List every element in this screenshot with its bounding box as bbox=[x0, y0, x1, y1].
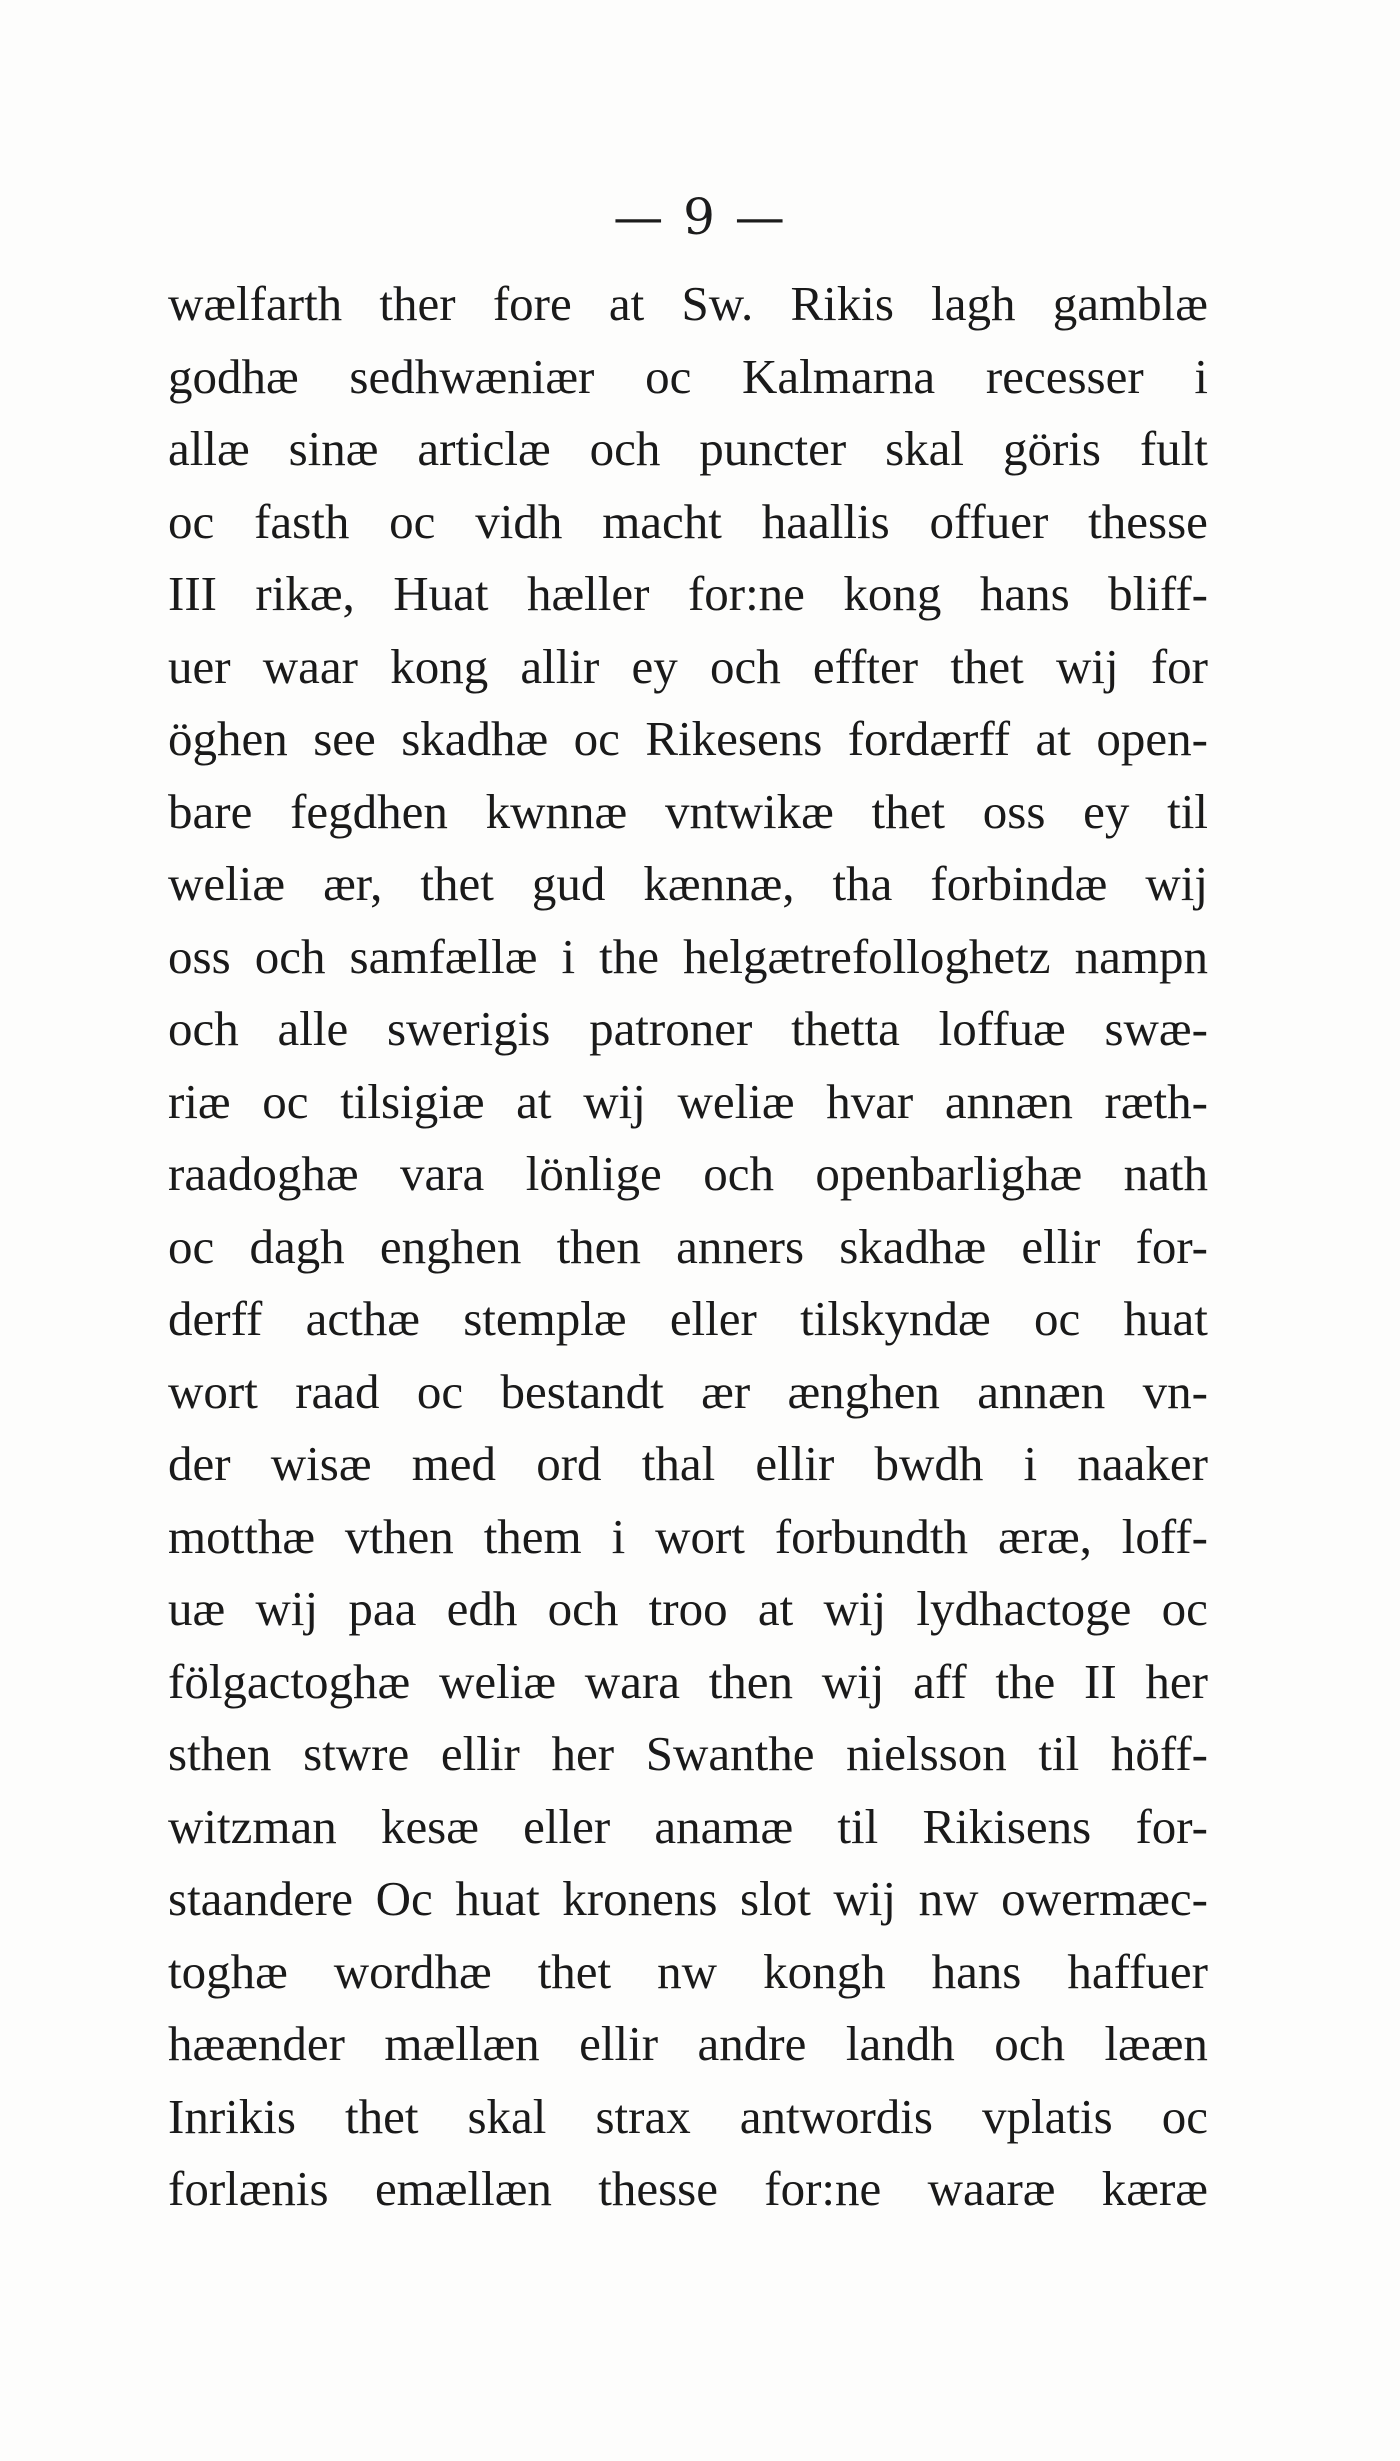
text-word: lææn bbox=[1104, 2016, 1208, 2071]
text-word: skal bbox=[467, 2088, 547, 2144]
text-word: och bbox=[547, 1581, 619, 1636]
text-word: Swanthe bbox=[645, 1726, 815, 1781]
text-word: stwre bbox=[303, 1726, 410, 1781]
text-word: Oc bbox=[375, 1871, 433, 1926]
text-word: och bbox=[709, 638, 781, 694]
text-word: slot bbox=[740, 1871, 811, 1926]
text-word: nampn bbox=[1074, 928, 1208, 984]
text-word: wort bbox=[168, 1363, 258, 1419]
text-word: gud bbox=[531, 856, 606, 911]
text-word: och bbox=[254, 928, 326, 984]
text-word: see bbox=[313, 711, 376, 766]
text-word: tilskyndæ bbox=[800, 1291, 991, 1346]
text-word: thet bbox=[871, 783, 946, 839]
text-word: Kalmarna bbox=[742, 348, 936, 404]
text-line bbox=[168, 631, 1208, 704]
text-word: wij bbox=[255, 1581, 319, 1636]
text-word: bare bbox=[168, 783, 253, 839]
text-word: nath bbox=[1123, 1146, 1208, 1201]
text-word: skadhæ bbox=[839, 1218, 987, 1274]
text-word: oss bbox=[168, 928, 231, 984]
text-word: ord bbox=[536, 1436, 602, 1491]
text-word: puncter bbox=[699, 421, 847, 476]
text-word: Rikis bbox=[790, 276, 894, 331]
text-line bbox=[168, 1283, 1208, 1356]
text-word: ær, bbox=[323, 856, 383, 911]
text-word: nw bbox=[657, 1943, 718, 1999]
text-word: kronens bbox=[562, 1871, 718, 1926]
text-word: och bbox=[589, 421, 661, 476]
text-word: och bbox=[168, 1001, 239, 1056]
text-word: allæ bbox=[168, 421, 250, 476]
text-word: oc bbox=[389, 493, 436, 549]
text-word: wij bbox=[1056, 638, 1119, 694]
text-word: til bbox=[1167, 783, 1208, 839]
text-word: anners bbox=[676, 1218, 805, 1274]
text-word: toghæ bbox=[168, 1943, 288, 1999]
text-word: III bbox=[168, 566, 217, 621]
text-word: fölgactoghæ bbox=[168, 1653, 411, 1709]
text-word: enghen bbox=[379, 1218, 522, 1274]
text-word: hans bbox=[979, 566, 1070, 621]
text-word: patroner bbox=[589, 1001, 753, 1056]
text-word: lagh bbox=[931, 276, 1016, 331]
text-word: sthen bbox=[168, 1726, 272, 1781]
text-word: ellir bbox=[579, 2016, 659, 2071]
text-word: her bbox=[551, 1726, 615, 1781]
text-line bbox=[168, 486, 1208, 559]
text-word: ænghen bbox=[787, 1363, 940, 1419]
text-line bbox=[168, 1211, 1208, 1284]
text-word: raad bbox=[295, 1363, 380, 1419]
text-word: oc bbox=[262, 1073, 309, 1129]
text-word: ellir bbox=[1021, 1218, 1101, 1274]
text-word: oss bbox=[982, 783, 1046, 839]
text-line bbox=[168, 1573, 1208, 1646]
text-word: weliæ bbox=[168, 856, 286, 911]
text-word: wælfarth bbox=[168, 276, 343, 331]
text-line bbox=[168, 341, 1208, 414]
text-line bbox=[168, 413, 1208, 486]
text-word: hæænder bbox=[168, 2016, 345, 2071]
text-word: wij bbox=[583, 1073, 646, 1129]
text-word: at bbox=[1035, 711, 1071, 766]
text-word: for bbox=[1150, 638, 1208, 694]
text-word: helgætrefolloghetz bbox=[683, 928, 1051, 984]
text-word: openbarlighæ bbox=[815, 1146, 1083, 1201]
text-word: then bbox=[708, 1653, 794, 1709]
text-word: rikæ, bbox=[255, 566, 355, 621]
text-word: vn- bbox=[1142, 1363, 1208, 1419]
text-word: acthæ bbox=[305, 1291, 420, 1346]
text-word: oc bbox=[573, 711, 620, 766]
text-word: annæn bbox=[977, 1363, 1106, 1419]
text-word: naaker bbox=[1077, 1436, 1208, 1491]
text-word: thet bbox=[420, 856, 494, 911]
text-word: oc bbox=[645, 348, 692, 404]
text-word: nw bbox=[918, 1871, 979, 1926]
text-word: the bbox=[995, 1653, 1056, 1709]
text-line bbox=[168, 268, 1208, 341]
text-word: the bbox=[599, 928, 660, 984]
text-word: der bbox=[168, 1436, 231, 1491]
text-word: wordhæ bbox=[333, 1943, 492, 1999]
text-word: göris bbox=[1002, 421, 1101, 476]
text-word: samfællæ bbox=[349, 928, 538, 984]
text-word: kwnnæ bbox=[485, 783, 628, 839]
text-word: fult bbox=[1139, 421, 1208, 476]
text-word: recesser bbox=[985, 348, 1144, 404]
text-word: i bbox=[1194, 348, 1208, 404]
text-line bbox=[168, 1066, 1208, 1139]
text-word: effter bbox=[812, 638, 919, 694]
text-word: ræth- bbox=[1104, 1073, 1208, 1129]
text-word: höff- bbox=[1110, 1726, 1208, 1781]
text-word: vplatis bbox=[982, 2088, 1113, 2144]
text-word: edh bbox=[446, 1581, 518, 1636]
text-word: huat bbox=[1123, 1291, 1208, 1346]
text-word: uer bbox=[168, 638, 231, 694]
text-word: tha bbox=[832, 856, 893, 911]
text-word: kænnæ, bbox=[643, 856, 795, 911]
text-word: wij bbox=[821, 1653, 885, 1709]
text-word: haffuer bbox=[1067, 1943, 1208, 1999]
text-word: wij bbox=[823, 1581, 887, 1636]
text-word: ey bbox=[1083, 783, 1130, 839]
text-word: thet bbox=[537, 1943, 612, 1999]
text-word: fasth bbox=[254, 493, 350, 549]
text-word: ær bbox=[701, 1363, 751, 1419]
text-word: for:ne bbox=[687, 566, 805, 621]
text-word: nielsson bbox=[846, 1726, 1007, 1781]
text-word: oc bbox=[1161, 1581, 1208, 1636]
text-word: macht bbox=[602, 493, 722, 549]
text-word: Rikesens bbox=[645, 711, 823, 766]
text-word: articlæ bbox=[417, 421, 551, 476]
text-word: ellir bbox=[440, 1726, 520, 1781]
text-word: haallis bbox=[761, 493, 890, 549]
text-word: Inrikis bbox=[168, 2088, 296, 2144]
text-word: ey bbox=[631, 638, 678, 694]
text-word: antwordis bbox=[739, 2088, 933, 2144]
text-word: fegdhen bbox=[290, 783, 448, 839]
text-word: uæ bbox=[168, 1581, 226, 1636]
text-word: II bbox=[1084, 1653, 1117, 1709]
text-word: then bbox=[556, 1218, 641, 1274]
text-line bbox=[168, 1791, 1208, 1864]
text-word: thal bbox=[641, 1436, 716, 1491]
text-word: thet bbox=[344, 2088, 419, 2144]
text-word: sedhwæniær bbox=[349, 348, 595, 404]
text-word: forbundth bbox=[774, 1508, 969, 1564]
text-word: forbindæ bbox=[930, 856, 1108, 911]
text-word: skal bbox=[885, 421, 965, 476]
text-line bbox=[168, 1356, 1208, 1429]
text-word: raadoghæ bbox=[168, 1146, 359, 1201]
text-word: i bbox=[561, 928, 576, 984]
text-word: loffuæ bbox=[938, 1001, 1066, 1056]
text-word: kæræ bbox=[1101, 2161, 1208, 2216]
text-line bbox=[168, 1428, 1208, 1501]
text-word: emællæn bbox=[374, 2161, 552, 2216]
text-word: waaræ bbox=[927, 2161, 1056, 2216]
text-word: vidh bbox=[475, 493, 563, 549]
text-word: i bbox=[611, 1508, 626, 1564]
text-word: weliæ bbox=[677, 1073, 795, 1129]
text-word: oc bbox=[416, 1363, 464, 1419]
text-word: bwdh bbox=[874, 1436, 984, 1491]
text-word: hans bbox=[931, 1943, 1022, 1999]
text-word: paa bbox=[348, 1581, 417, 1636]
text-word: mællæn bbox=[384, 2016, 540, 2071]
text-word: weliæ bbox=[438, 1653, 557, 1709]
text-word: til bbox=[1038, 1726, 1080, 1781]
text-word: thetta bbox=[791, 1001, 900, 1056]
text-word: och bbox=[994, 2016, 1065, 2071]
text-word: gamblæ bbox=[1052, 276, 1208, 331]
text-word: huat bbox=[455, 1871, 540, 1926]
text-line bbox=[168, 2153, 1208, 2226]
text-line bbox=[168, 848, 1208, 921]
text-word: bestandt bbox=[500, 1363, 664, 1419]
text-word: stemplæ bbox=[463, 1291, 627, 1346]
text-word: at bbox=[757, 1581, 794, 1636]
text-word: wort bbox=[655, 1508, 745, 1564]
text-word: for- bbox=[1135, 1798, 1208, 1854]
text-word: til bbox=[837, 1798, 879, 1854]
text-word: eller bbox=[669, 1291, 757, 1346]
text-line bbox=[168, 1863, 1208, 1936]
text-line bbox=[168, 703, 1208, 776]
text-word: tilsigiæ bbox=[340, 1073, 485, 1129]
text-word: wij bbox=[833, 1871, 897, 1926]
text-word: vntwikæ bbox=[664, 783, 834, 839]
text-word: fore bbox=[492, 276, 572, 331]
text-word: oc bbox=[168, 1218, 215, 1274]
text-word: owermæc- bbox=[1001, 1871, 1208, 1926]
text-word: skadhæ bbox=[401, 711, 549, 766]
text-word: annæn bbox=[944, 1073, 1073, 1129]
text-word: Huat bbox=[393, 566, 489, 621]
text-word: strax bbox=[595, 2088, 691, 2144]
text-word: riæ bbox=[168, 1073, 231, 1129]
text-word: wij bbox=[1145, 856, 1208, 911]
text-word: aff bbox=[913, 1653, 967, 1709]
text-line bbox=[168, 1936, 1208, 2009]
text-word: lönlige bbox=[525, 1146, 662, 1201]
text-word: thesse bbox=[1088, 493, 1208, 549]
text-word: fordærff bbox=[847, 711, 1011, 766]
body-text bbox=[168, 268, 1208, 2226]
text-word: for- bbox=[1135, 1218, 1208, 1274]
text-word: kesæ bbox=[380, 1798, 479, 1854]
text-word: at bbox=[608, 276, 645, 331]
text-word: wisæ bbox=[270, 1436, 372, 1491]
text-word: med bbox=[411, 1436, 497, 1491]
text-word: at bbox=[516, 1073, 552, 1129]
text-word: derff bbox=[168, 1291, 263, 1346]
text-line bbox=[168, 1501, 1208, 1574]
text-word: Rikisens bbox=[922, 1798, 1092, 1854]
text-line bbox=[168, 1646, 1208, 1719]
text-word: kong bbox=[843, 566, 942, 621]
text-word: kong bbox=[390, 638, 489, 694]
text-word: vthen bbox=[344, 1508, 454, 1564]
text-word: forlænis bbox=[168, 2161, 329, 2216]
text-word: ellir bbox=[755, 1436, 835, 1491]
text-word: godhæ bbox=[168, 348, 299, 404]
text-word: oc bbox=[1034, 1291, 1081, 1346]
text-word: oc bbox=[1161, 2088, 1208, 2144]
text-word: witzman bbox=[168, 1798, 337, 1854]
text-word: Sw. bbox=[681, 276, 754, 331]
text-line bbox=[168, 993, 1208, 1066]
text-word: her bbox=[1145, 1653, 1208, 1709]
text-line bbox=[168, 921, 1208, 994]
text-word: bliff- bbox=[1108, 566, 1208, 621]
text-line bbox=[168, 1718, 1208, 1791]
text-word: wara bbox=[584, 1653, 680, 1709]
text-word: sinæ bbox=[288, 421, 379, 476]
text-word: offuer bbox=[929, 493, 1049, 549]
text-word: staandere bbox=[168, 1871, 353, 1926]
page-number-header: — 9 — bbox=[613, 188, 787, 246]
text-line bbox=[168, 2081, 1208, 2154]
text-word: open- bbox=[1096, 711, 1208, 766]
text-line bbox=[168, 776, 1208, 849]
text-word: kongh bbox=[763, 1943, 886, 1999]
text-word: dagh bbox=[249, 1218, 345, 1274]
text-word: andre bbox=[697, 2016, 807, 2071]
text-word: motthæ bbox=[168, 1508, 316, 1564]
text-line bbox=[168, 2008, 1208, 2081]
text-line bbox=[168, 558, 1208, 631]
text-word: swerigis bbox=[386, 1001, 551, 1056]
text-word: for:ne bbox=[764, 2161, 882, 2216]
text-word: loff- bbox=[1121, 1508, 1208, 1564]
text-word: anamæ bbox=[654, 1798, 794, 1854]
text-word: och bbox=[703, 1146, 774, 1201]
text-word: them bbox=[483, 1508, 582, 1564]
text-word: waar bbox=[262, 638, 358, 694]
text-word: troo bbox=[648, 1581, 728, 1636]
text-word: swæ- bbox=[1104, 1001, 1208, 1056]
text-word: æræ, bbox=[997, 1508, 1092, 1564]
text-line bbox=[168, 1138, 1208, 1211]
text-word: vara bbox=[399, 1146, 485, 1201]
text-word: öghen bbox=[168, 711, 288, 766]
text-word: hvar bbox=[826, 1073, 914, 1129]
text-word: thet bbox=[950, 638, 1024, 694]
text-word: allir bbox=[520, 638, 600, 694]
text-word: thesse bbox=[598, 2161, 718, 2216]
text-word: i bbox=[1023, 1436, 1038, 1491]
text-word: lydhactoge bbox=[916, 1581, 1132, 1636]
text-word: ther bbox=[379, 276, 456, 331]
text-word: alle bbox=[277, 1001, 349, 1056]
text-word: landh bbox=[845, 2016, 955, 2071]
text-word: eller bbox=[523, 1798, 611, 1854]
text-word: hæller bbox=[526, 566, 650, 621]
text-word: oc bbox=[168, 493, 215, 549]
